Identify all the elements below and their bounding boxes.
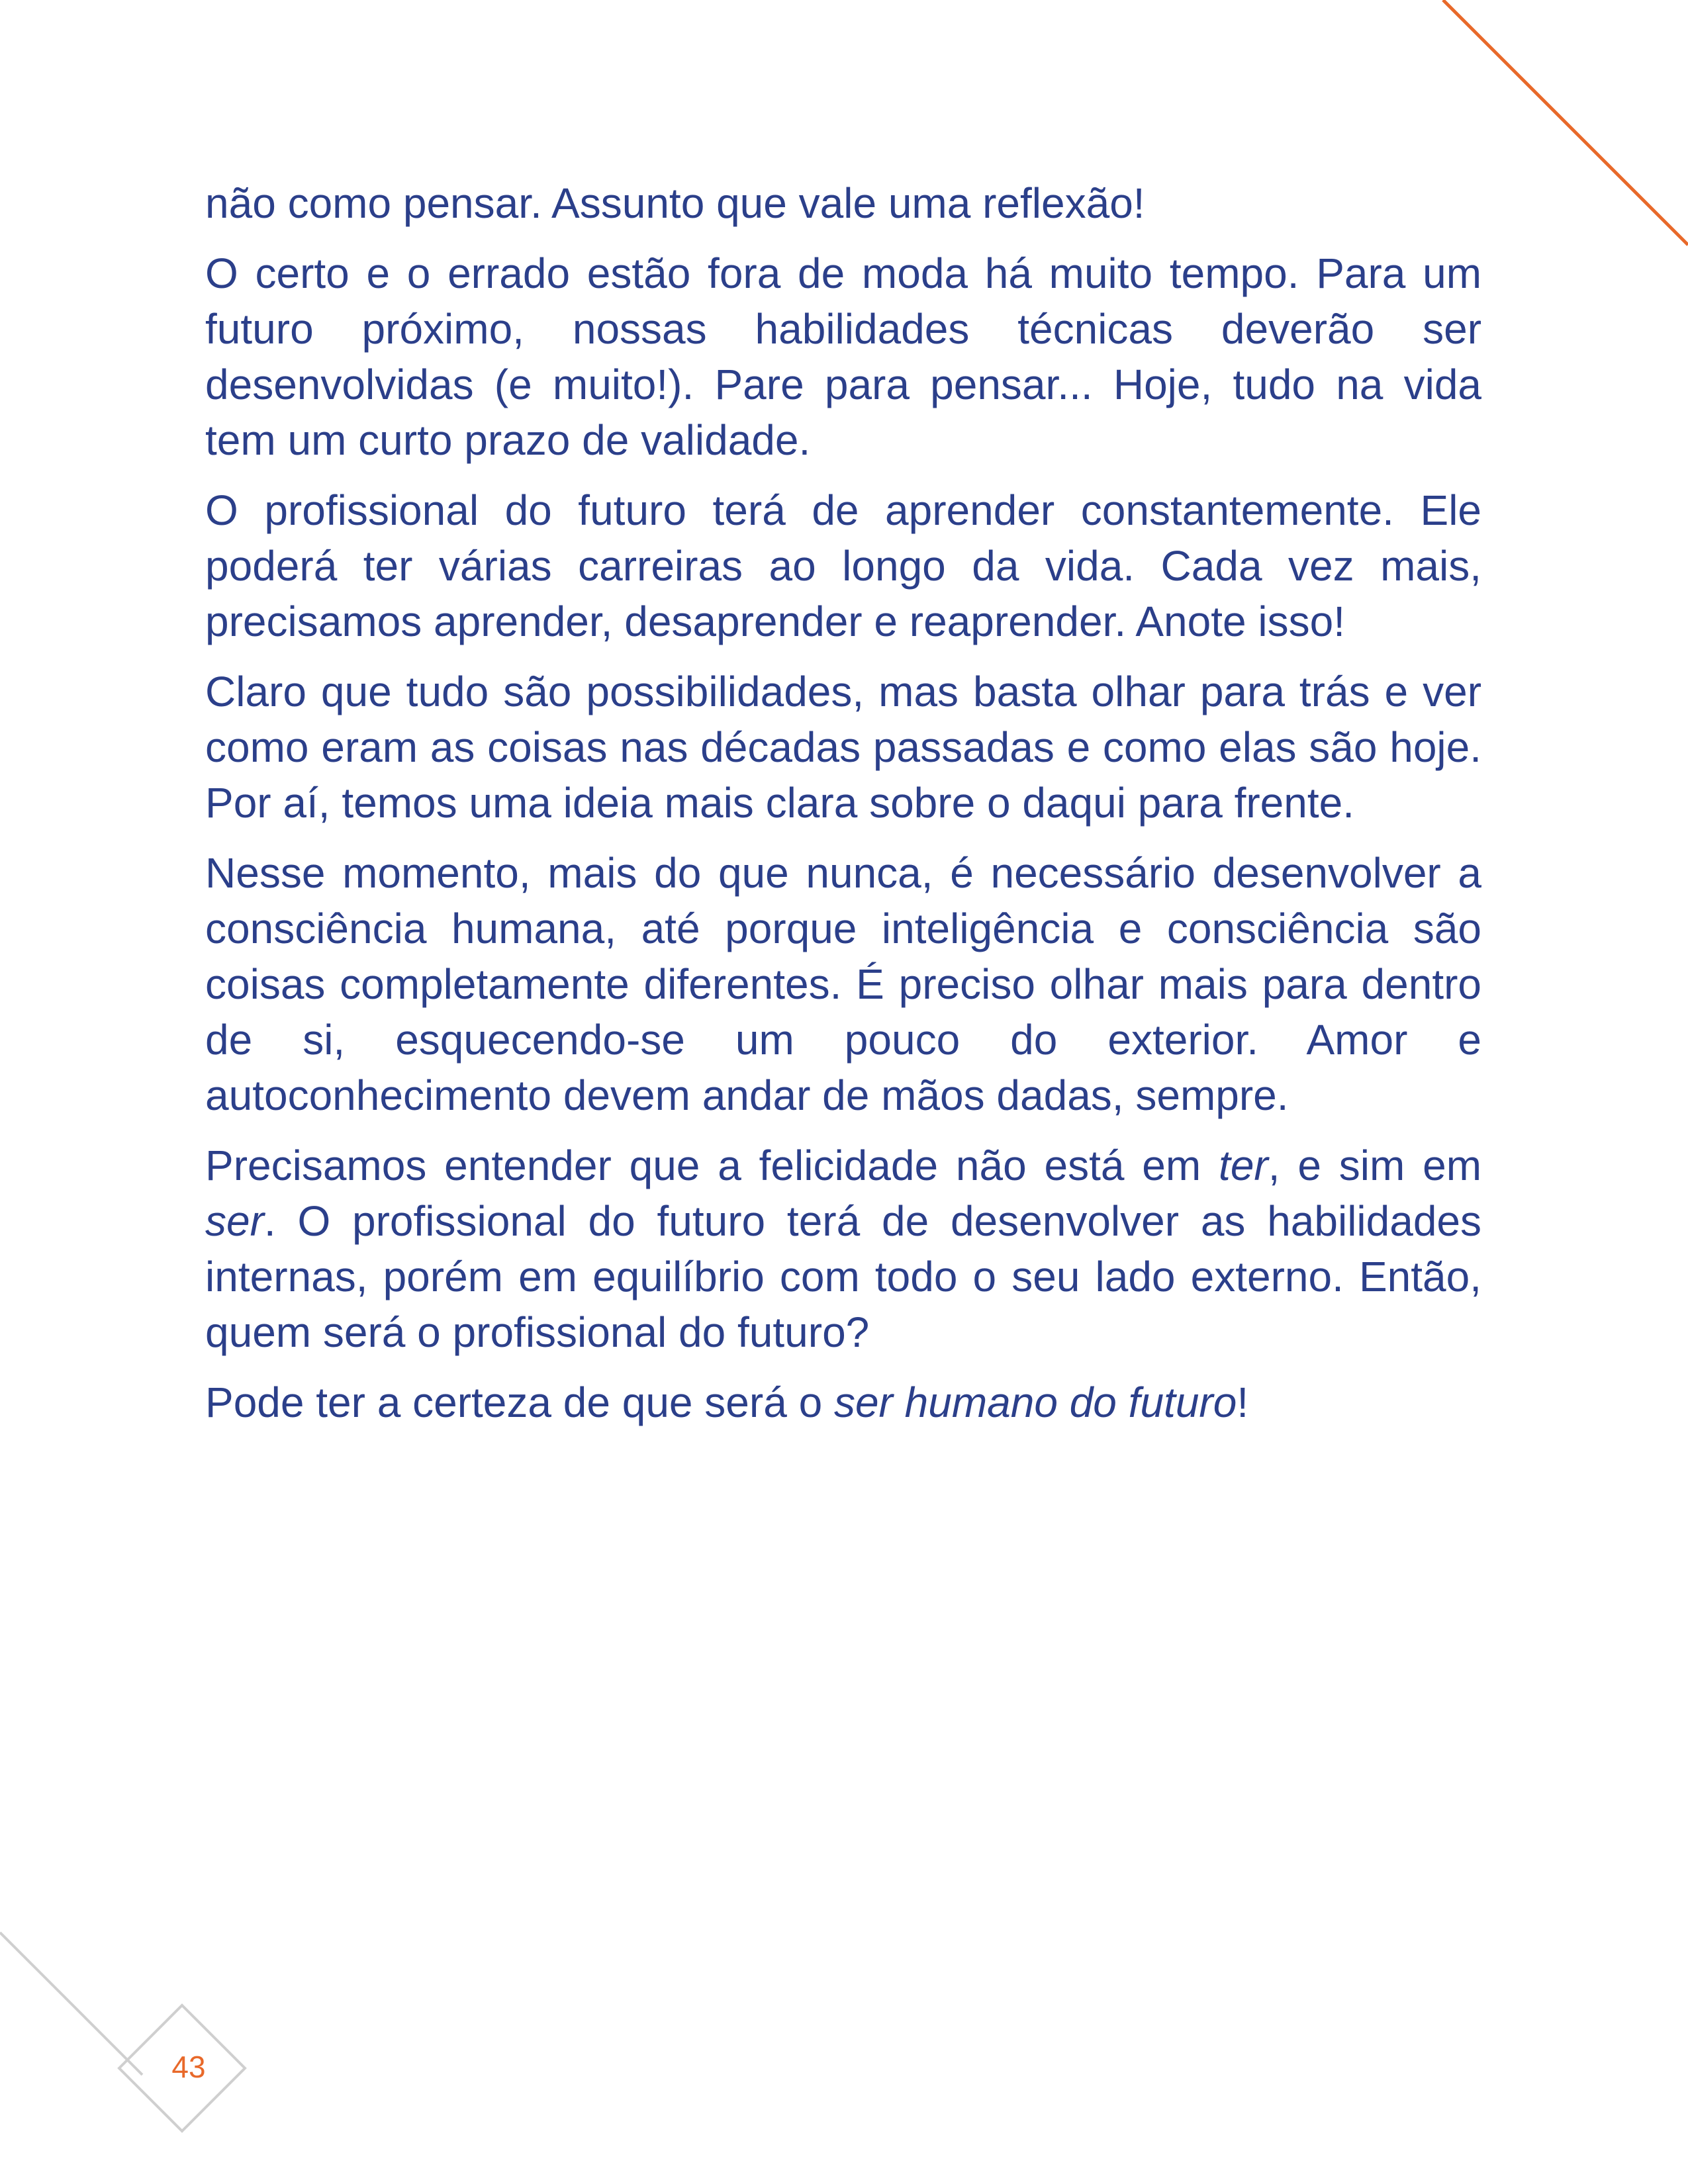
paragraph-6-text-1: Precisamos entender que a felicidade não está em (205, 1142, 1219, 1189)
paragraph-1: não como pensar. Assunto que vale uma reflexão! (205, 179, 1145, 227)
bottom-left-gray-line (0, 1933, 142, 2075)
paragraph-4: Claro que tudo são possibilidades, mas basta olhar para trás e ver como eram as coisas nas décadas passadas e como elas são hoje. Por aí, temos uma ideia mais clara sobre o daqui para frente. (205, 668, 1481, 827)
paragraph-2: O certo e o errado estão fora de moda há muito tempo. Para um futuro próximo, nossas habilidades técnicas deverão ser desenvolvidas (e muito!). Pare para pensar... Hoje, tudo na vida tem um curto prazo de validade. (205, 250, 1481, 464)
paragraph-6-emphasis-ter: ter (1219, 1142, 1268, 1189)
body-text (205, 175, 1481, 1445)
paragraph-6-text-2: , e sim em (1268, 1142, 1482, 1189)
paragraph-6-text-3: . O profissional do futuro terá de desenvolver as habilidades internas, porém em equilíbrio com todo o seu lado externo. Então, quem será o profissional do futuro? (205, 1197, 1481, 1356)
paragraph-7-text-2: ! (1237, 1379, 1249, 1426)
page-number: 43 (171, 2050, 206, 2084)
paragraph-7-text-1: Pode ter a certeza de que será o (205, 1379, 834, 1426)
paragraph-6 (205, 1138, 1481, 1360)
paragraph-6-emphasis-ser: ser (205, 1197, 264, 1245)
paragraph-5: Nesse momento, mais do que nunca, é necessário desenvolver a consciência humana, até porque inteligência e consciência são coisas completamente diferentes. É preciso olhar mais para dentro de si, esquecendo-se um pouco do exterior. Amor e autoconhecimento devem andar de mãos dadas, sempre. (205, 849, 1481, 1119)
paragraph-7-emphasis: ser humano do futuro (833, 1379, 1237, 1426)
paragraph-7 (205, 1375, 1481, 1430)
paragraph-3: O profissional do futuro terá de aprender constantemente. Ele poderá ter várias carreiras ao longo da vida. Cada vez mais, precisamos aprender, desaprender e reaprender. Anote isso! (205, 486, 1481, 645)
